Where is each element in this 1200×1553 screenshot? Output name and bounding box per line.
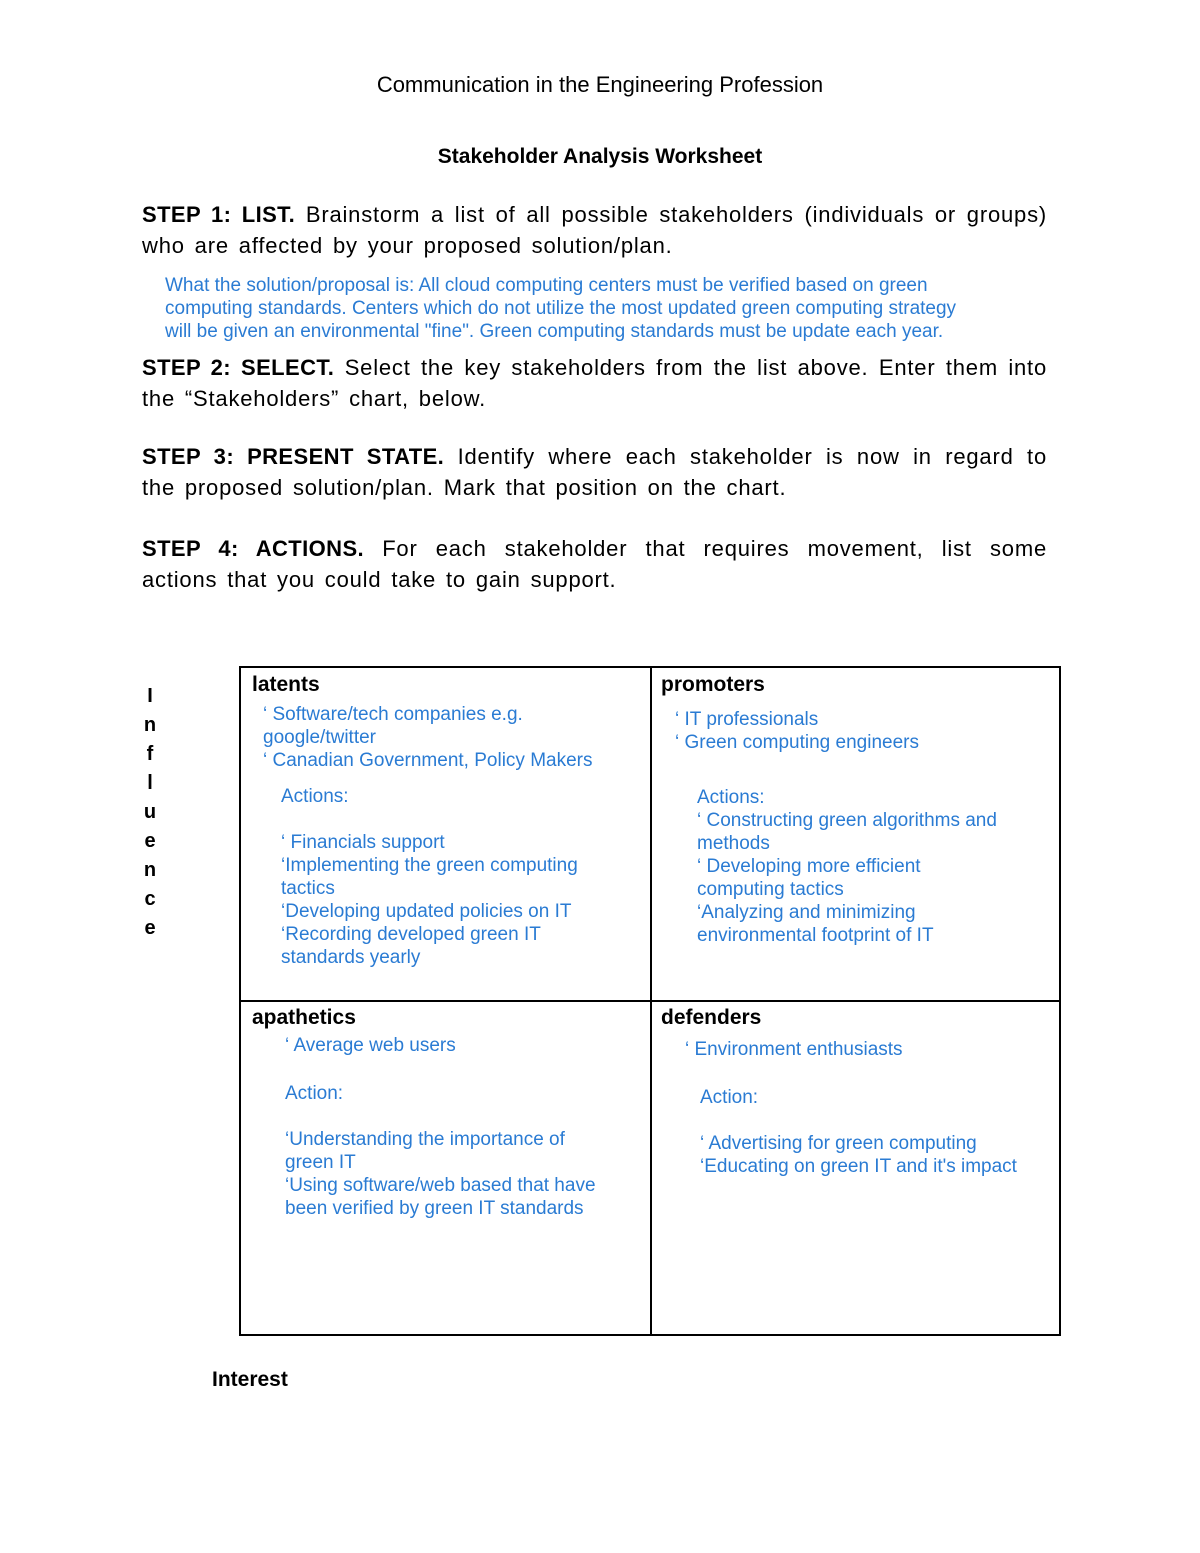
defenders-stakeholders (685, 1038, 903, 1061)
step-2-text: Select the key stakeholders from the list above. Enter them into the “Stakeholders” chart, below. (142, 355, 1048, 411)
action-item: computing tactics (697, 879, 844, 900)
action-item: ‘Educating on green IT and it's impact (700, 1156, 1017, 1177)
step-3 (142, 441, 1047, 503)
axis-letter: n (143, 859, 157, 881)
action-item: environmental footprint of IT (697, 925, 934, 946)
axis-letter: l (147, 772, 153, 794)
action-item: ‘Recording developed green IT (281, 924, 541, 945)
action-item: ‘Analyzing and minimizing (697, 902, 916, 923)
step-4-text: For each stakeholder that requires movement, list some actions that you could take to gain support. (142, 536, 1047, 592)
action-item: ‘ Financials support (281, 832, 445, 853)
stakeholder-item: ‘ Software/tech companies e.g. (263, 704, 523, 725)
axis-letter: c (144, 888, 156, 910)
axis-letter: u (143, 801, 157, 823)
actions-label: Actions: (281, 786, 349, 807)
axis-letter: n (143, 714, 157, 736)
step-1-label: STEP 1: LIST. (142, 202, 296, 227)
actions-label: Action: (285, 1083, 344, 1104)
worksheet-title: Stakeholder Analysis Worksheet (437, 145, 763, 168)
stakeholder-item: google/twitter (263, 727, 377, 748)
latents-stakeholders (263, 703, 592, 772)
action-item: ‘ Constructing green algorithms and (697, 810, 997, 831)
quadrant-title-latents: latents (252, 673, 320, 696)
step-2 (142, 352, 1047, 414)
stakeholder-grid (239, 666, 1061, 1336)
proposal-line: computing standards. Centers which do not utilize the most updated green computing strategy (165, 298, 957, 319)
stakeholder-item: ‘ Green computing engineers (675, 732, 919, 753)
step-1-text: Brainstorm a list of all possible stakeholders (individuals or groups) who are affected by your proposed solution/plan. (142, 202, 1048, 258)
influence-axis-label (140, 682, 160, 943)
course-title: Communication in the Engineering Profession (376, 72, 824, 97)
action-item: ‘Understanding the importance of (285, 1129, 565, 1150)
grid-horizontal-divider (241, 1000, 1059, 1002)
action-item: ‘ Advertising for green computing (700, 1133, 977, 1154)
step-4 (142, 533, 1047, 595)
action-item: methods (697, 833, 770, 854)
proposal-line: What the solution/proposal is: All cloud computing centers must be verified based on green (165, 275, 928, 296)
action-item: been verified by green IT standards (285, 1198, 584, 1219)
stakeholder-item: ‘ Environment enthusiasts (685, 1039, 903, 1060)
quadrant-title-apathetics: apathetics (252, 1006, 356, 1029)
axis-letter: I (147, 685, 153, 707)
step-4-label: STEP 4: ACTIONS. (142, 536, 365, 561)
stakeholder-item: ‘ IT professionals (675, 709, 819, 730)
promoters-actions (697, 786, 997, 947)
axis-letter: f (146, 743, 154, 765)
stakeholder-item: ‘ Average web users (285, 1035, 456, 1056)
axis-letter: e (144, 917, 156, 939)
interest-axis-label: Interest (212, 1368, 288, 1391)
actions-label: Action: (700, 1087, 759, 1108)
apathetics-actions (285, 1082, 596, 1220)
step-2-label: STEP 2: SELECT. (142, 355, 335, 380)
actions-label: Actions: (697, 787, 765, 808)
axis-letter: e (144, 830, 156, 852)
proposal-text (165, 274, 1045, 343)
step-3-text: Identify where each stakeholder is now in regard to the proposed solution/plan. Mark that position on the chart. (142, 444, 1047, 500)
action-item: standards yearly (281, 947, 421, 968)
action-item: ‘ Developing more efficient (697, 856, 921, 877)
step-1 (142, 199, 1047, 261)
action-item: tactics (281, 878, 335, 899)
quadrant-title-promoters: promoters (661, 673, 765, 696)
proposal-line: will be given an environmental "fine". Green computing standards must be update each year. (165, 321, 944, 342)
action-item: ‘Developing updated policies on IT (281, 901, 572, 922)
action-item: ‘Using software/web based that have (285, 1175, 596, 1196)
latents-actions (281, 785, 578, 969)
stakeholder-item: ‘ Canadian Government, Policy Makers (263, 750, 593, 771)
defenders-actions (700, 1086, 1017, 1178)
quadrant-title-defenders: defenders (661, 1006, 762, 1029)
step-3-label: STEP 3: PRESENT STATE. (142, 444, 445, 469)
apathetics-stakeholders (285, 1034, 456, 1057)
promoters-stakeholders (675, 708, 919, 754)
action-item: green IT (285, 1152, 356, 1173)
action-item: ‘Implementing the green computing (281, 855, 578, 876)
